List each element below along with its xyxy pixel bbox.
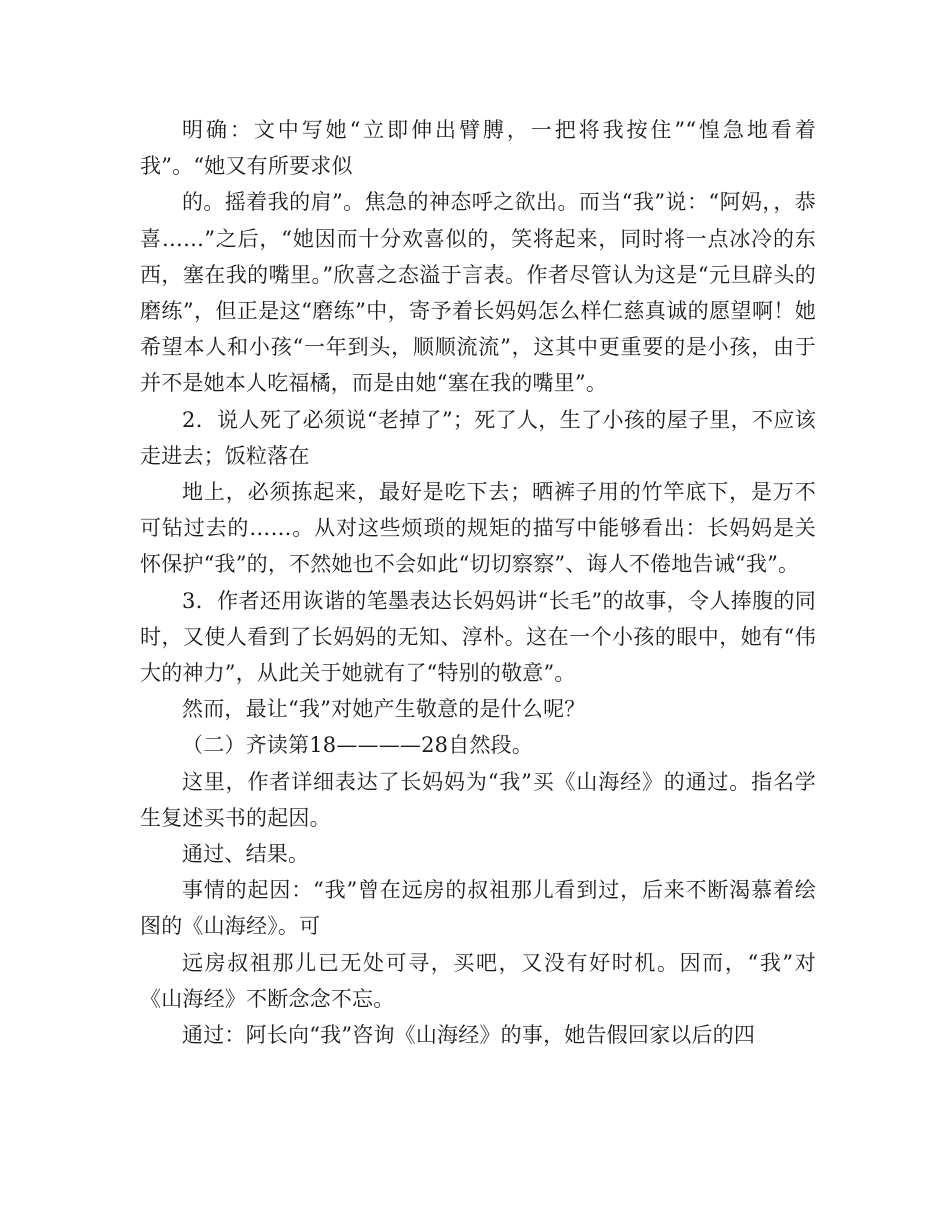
paragraph-3: 2．说人死了必须说“老掉了”；死了人，生了小孩的屋子里，不应该走进去；饭粒落在 — [140, 407, 816, 468]
paragraph-9: 通过、结果。 — [182, 842, 310, 867]
paragraph-1: 明确：文中写她“立即伸出臂膊，一把将我按住”“惶急地看着我”。“她又有所要求似 — [140, 118, 816, 179]
paragraph-7: （二）齐读第18————28自然段。 — [182, 733, 534, 758]
paragraph-6: 然而，最让“我”对她产生敬意的是什么呢？ — [182, 697, 586, 722]
document-body — [140, 112, 816, 1053]
paragraph-2: 的。摇着我的肩”。焦急的神态呼之欲出。而当“我”说：“阿妈，，恭喜……”之后，“她因而十分欢喜似的，笑将起来，同时将一点冰冷的东西，塞在我的嘴里。”欣喜之态溢于言表。作者尽管认为这是“元旦辟头的磨练”，但正是这“磨练”中，寄予着长妈妈怎么样仁慈真诚的愿望啊！她希望本人和小孩“一年到头，顺顺流流”，这其中更重要的是小孩，由于并不是她本人吃福橘，而是由她“塞在我的嘴里”。 — [140, 190, 816, 396]
paragraph-11: 远房叔祖那儿已无处可寻，买吧，又没有好时机。因而，“我”对《山海经》不断念念不忘。 — [140, 950, 816, 1011]
paragraph-5: 3．作者还用诙谐的笔墨表达长妈妈讲“长毛”的故事，令人捧腹的同时，又使人看到了长妈妈的无知、淳朴。这在一个小孩的眼中，她有“伟大的神力”，从此关于她就有了“特别的敬意”。 — [140, 588, 816, 686]
paragraph-10: 事情的起因：“我”曾在远房的叔祖那儿看到过，后来不断渴慕着绘图的《山海经》。可 — [140, 878, 816, 939]
paragraph-12: 通过：阿长向“我”咨询《山海经》的事，她告假回家以后的四 — [182, 1023, 756, 1048]
paragraph-4: 地上，必须拣起来，最好是吃下去；晒裤子用的竹竿底下，是万不可钻过去的……。从对这些烦琐的规矩的描写中能够看出：长妈妈是关怀保护“我”的，不然她也不会如此“切切察察”、诲人不倦地告诫“我”。 — [140, 480, 816, 577]
paragraph-8: 这里，作者详细表达了长妈妈为“我”买《山海经》的通过。指名学生复述买书的起因。 — [140, 769, 816, 830]
